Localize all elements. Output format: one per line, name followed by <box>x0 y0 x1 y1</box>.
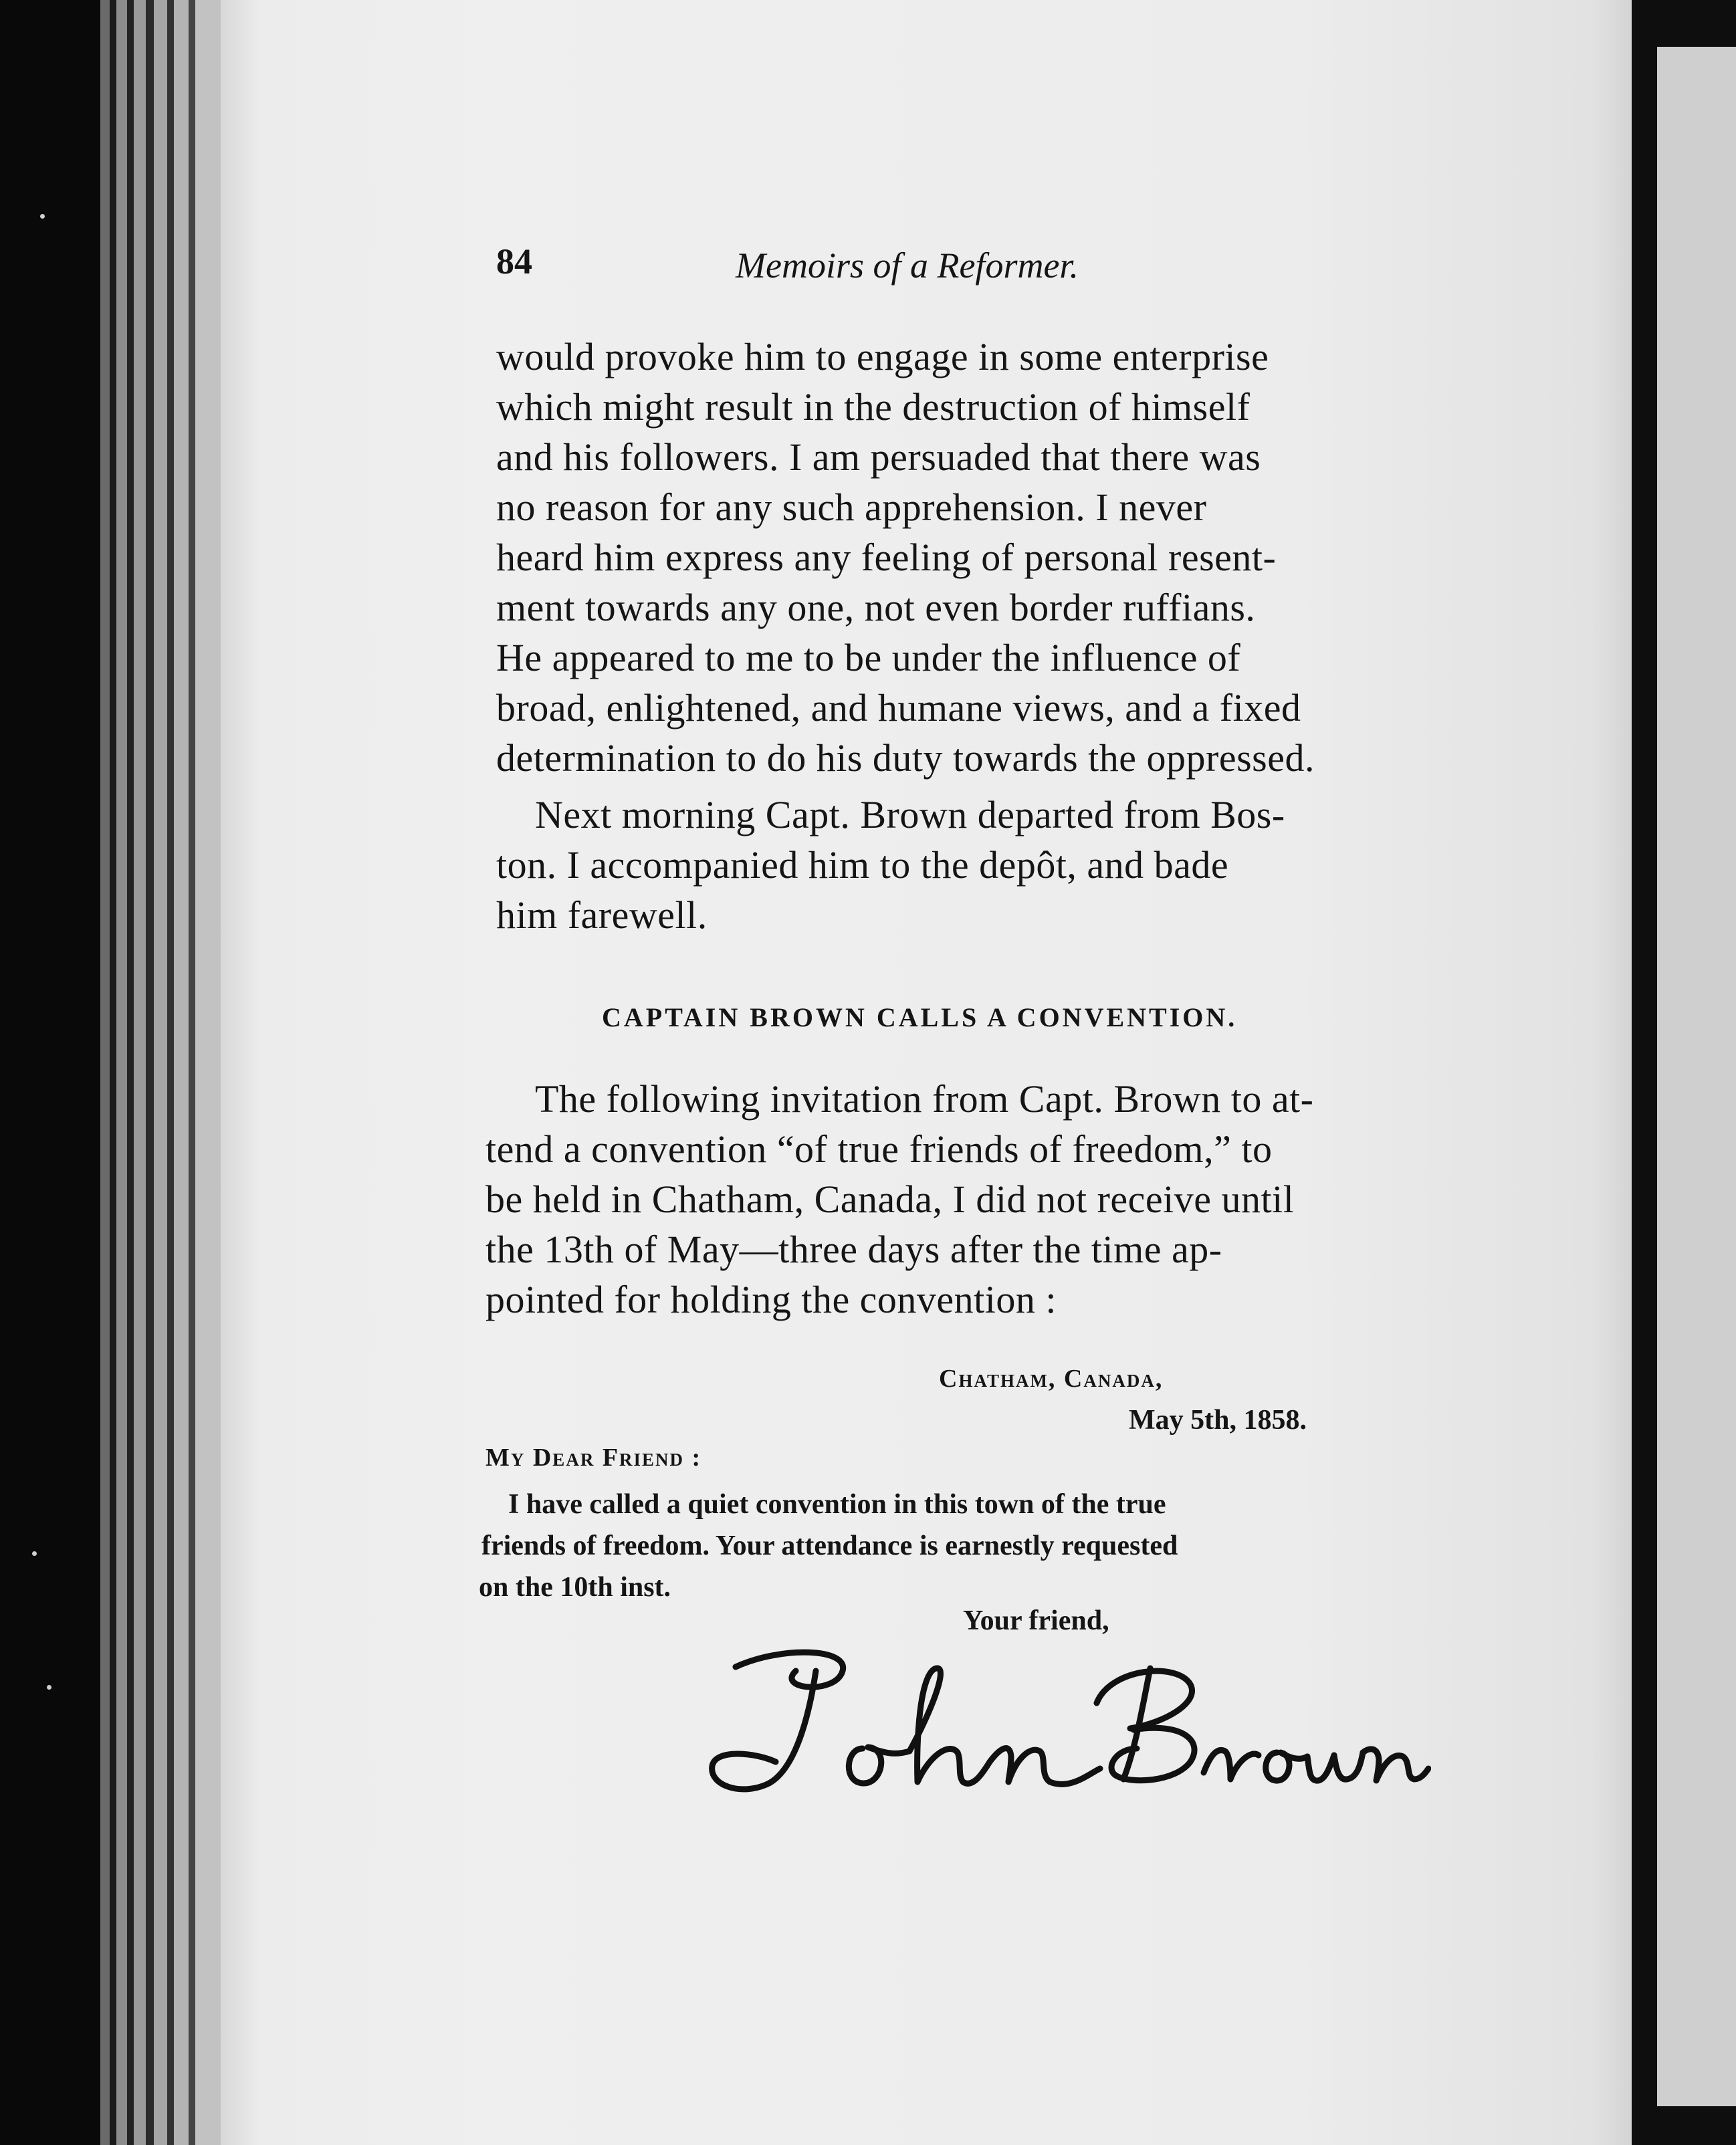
paragraph1-line-1: would provoke him to engage in some enterprise <box>496 335 1269 378</box>
paragraph1-line-7: He appeared to me to be under the influence of <box>496 636 1241 679</box>
letter-body-line-3: on the 10th inst. <box>479 1572 671 1603</box>
paragraph3-line-4: the 13th of May—three days after the time ap- <box>485 1228 1222 1271</box>
letter-salutation: My Dear Friend : <box>485 1444 702 1472</box>
section-heading: CAPTAIN BROWN CALLS A CONVENTION. <box>602 1002 1238 1032</box>
adjacent-page-edge <box>1657 47 1736 2106</box>
letter-date: May 5th, 1858. <box>1129 1405 1307 1436</box>
paragraph2-line-3: him farewell. <box>496 893 708 937</box>
paragraph2-line-1: Next morning Capt. Brown departed from Bos- <box>535 793 1285 836</box>
letter-body-line-2: friends of freedom. Your attendance is earnestly requested <box>481 1531 1178 1561</box>
page-number: 84 <box>496 241 532 281</box>
paragraph3-line-2: tend a convention “of true friends of freedom,” to <box>485 1127 1273 1171</box>
paragraph1-line-9: determination to do his duty towards the oppressed. <box>496 736 1315 780</box>
paragraph3-line-5: pointed for holding the convention : <box>485 1278 1057 1321</box>
paragraph3-line-3: be held in Chatham, Canada, I did not receive until <box>485 1177 1295 1221</box>
running-title: Memoirs of a Reformer. <box>736 245 1079 286</box>
paragraph3-line-1: The following invitation from Capt. Brown to at- <box>535 1077 1314 1121</box>
paragraph2-line-2: ton. I accompanied him to the depôt, and bade <box>496 843 1229 887</box>
letter-body-line-1: I have called a quiet convention in this town of the true <box>508 1489 1166 1520</box>
paragraph1-line-2: which might result in the destruction of himself <box>496 385 1251 429</box>
john-brown-signature <box>695 1642 1431 1815</box>
running-head <box>496 241 1198 301</box>
paragraph1-line-8: broad, enlightened, and humane views, and a fixed <box>496 686 1301 729</box>
paragraph1-line-6: ment towards any one, not even border ruffians. <box>496 586 1256 629</box>
paragraph1-line-3: and his followers. I am persuaded that there was <box>496 435 1261 479</box>
book-page <box>221 0 1645 2145</box>
letter-closing: Your friend, <box>963 1605 1109 1636</box>
paragraph1-line-5: heard him express any feeling of personal resent- <box>496 536 1277 579</box>
letter-place: Chatham, Canada, <box>939 1365 1164 1393</box>
paragraph1-line-4: no reason for any such apprehension. I never <box>496 485 1207 529</box>
